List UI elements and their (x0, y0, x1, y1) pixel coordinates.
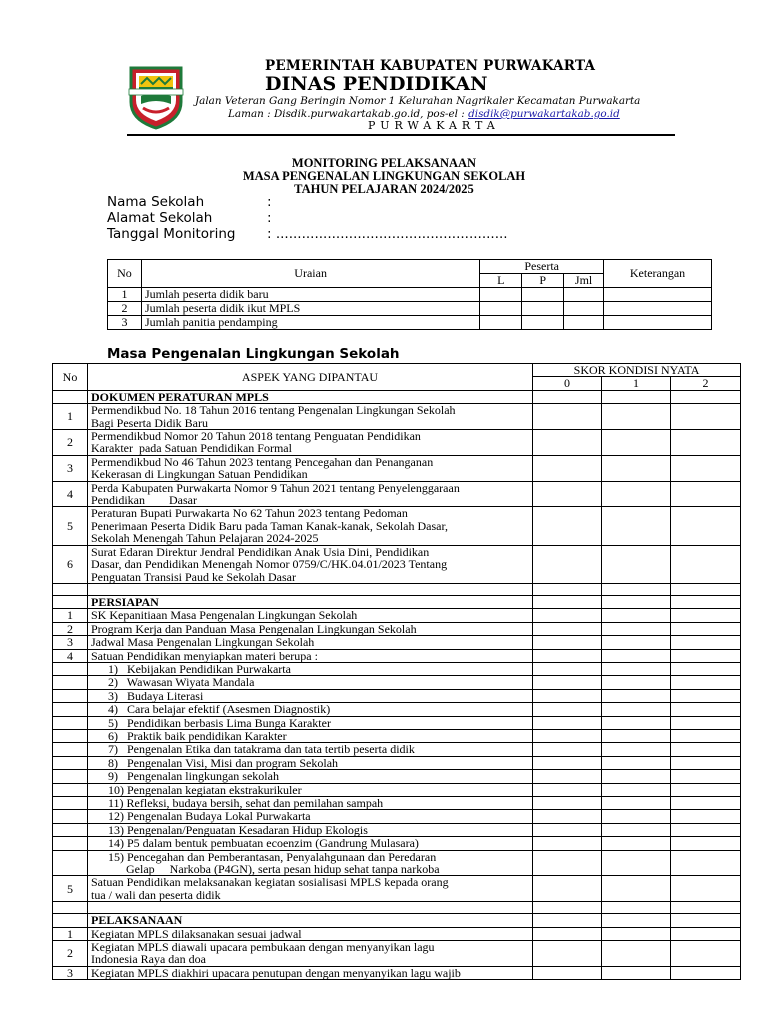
score-2-cell[interactable] (671, 455, 741, 481)
empty-cell (53, 756, 88, 769)
score-1-cell[interactable] (602, 823, 671, 836)
score-1-cell[interactable] (602, 609, 671, 622)
list-item (53, 756, 741, 769)
header-l: L (480, 274, 522, 288)
empty-cell (53, 914, 88, 927)
score-0-cell[interactable] (533, 636, 602, 649)
school-name-field (107, 194, 272, 210)
header-jml: Jml (564, 274, 604, 288)
row-no: 2 (108, 302, 142, 316)
table-row (53, 481, 741, 507)
list-item (53, 716, 741, 729)
letterhead-email-link[interactable]: disdik@purwakartakab.go.id (468, 108, 620, 120)
table-header-row (108, 260, 712, 274)
empty-cell (53, 783, 88, 796)
score-1-cell[interactable] (602, 689, 671, 702)
cell-keterangan[interactable] (604, 316, 712, 330)
cell-jml[interactable] (564, 288, 604, 302)
table-row (53, 455, 741, 481)
list-item (53, 743, 741, 756)
cell-l[interactable] (480, 302, 522, 316)
list-item (53, 783, 741, 796)
empty-cell (88, 583, 533, 595)
score-1-cell[interactable] (602, 636, 671, 649)
empty-cell (53, 810, 88, 823)
row-no: 4 (53, 481, 88, 507)
row-no: 6 (53, 545, 88, 583)
row-text-line: Gelap Narkoba (P4GN), serta pesan hidup sehat tanpa narkoba (108, 862, 440, 877)
row-text: SK Kepanitiaan Masa Pengenalan Lingkungan Sekolah (88, 609, 533, 622)
score-1-cell[interactable] (602, 783, 671, 796)
cell-p[interactable] (522, 288, 564, 302)
empty-cell (53, 595, 88, 608)
score-1-cell[interactable] (602, 850, 671, 876)
section-title-persiapan: PERSIAPAN (88, 595, 533, 608)
section-heading: Masa Pengenalan Lingkungan Sekolah (107, 346, 400, 362)
table-row (53, 927, 741, 940)
score-1-cell[interactable] (602, 545, 671, 583)
row-text-line: Dasar, dan Pendidikan Menengah Nomor 0759/C/HK.04.01/2023 Tentang (91, 557, 448, 572)
empty-cell (88, 902, 533, 914)
section-title-pelaksanaan: PELAKSANAAN (88, 914, 533, 927)
score-1-cell[interactable] (602, 837, 671, 850)
score-0-cell[interactable] (533, 876, 602, 902)
row-no: 1 (53, 609, 88, 622)
score-0-cell[interactable] (533, 729, 602, 742)
row-text (88, 507, 533, 545)
score-2-cell[interactable] (671, 770, 741, 783)
list-item (53, 837, 741, 850)
empty-cell (671, 390, 741, 403)
row-text (88, 430, 533, 456)
list-item (53, 662, 741, 675)
score-2-cell[interactable] (671, 609, 741, 622)
school-name-label: Nama Sekolah (107, 194, 205, 210)
score-0-cell[interactable] (533, 756, 602, 769)
header-score-0: 0 (533, 377, 602, 390)
materi-item (88, 850, 533, 876)
row-text-line: Karakter pada Satuan Pendidikan Formal (91, 441, 292, 456)
score-2-cell[interactable] (671, 927, 741, 940)
letterhead-office-name: DINAS PENDIDIKAN (265, 73, 488, 95)
document-title-line2: MASA PENGENALAN LINGKUNGAN SEKOLAH (242, 169, 526, 183)
row-text (88, 545, 533, 583)
score-0-cell[interactable] (533, 662, 602, 675)
row-text-line: Permendikbud No. 18 Tahun 2016 tentang Pengenalan Lingkungan Sekolah (91, 403, 456, 418)
section-row-pelaksanaan (53, 914, 741, 927)
table-row (53, 876, 741, 902)
score-0-cell[interactable] (533, 481, 602, 507)
score-1-cell[interactable] (602, 662, 671, 675)
list-item (53, 676, 741, 689)
list-item (53, 823, 741, 836)
score-1-cell[interactable] (602, 756, 671, 769)
monitoring-date-field (107, 226, 508, 242)
score-0-cell[interactable] (533, 927, 602, 940)
row-no: 1 (53, 404, 88, 430)
score-1-cell[interactable] (602, 703, 671, 716)
score-1-cell[interactable] (602, 876, 671, 902)
materi-item: 10) Pengenalan kegiatan ekstrakurikuler (88, 783, 533, 796)
row-text-line: Permendikbud Nomor 20 Tahun 2018 tentang Penguatan Pendidikan (91, 429, 421, 444)
materi-item: 1) Kebijakan Pendidikan Purwakarta (88, 662, 533, 675)
table-row (108, 316, 712, 330)
row-text: Satuan Pendidikan menyiapkan materi berupa : (88, 649, 533, 662)
cell-p[interactable] (522, 302, 564, 316)
score-0-cell[interactable] (533, 622, 602, 635)
empty-cell (533, 595, 602, 608)
score-2-cell[interactable] (671, 810, 741, 823)
table-row (53, 649, 741, 662)
score-1-cell[interactable] (602, 507, 671, 545)
list-item (53, 810, 741, 823)
row-text-line: 15) Pencegahan dan Pemberantasan, Penyalahgunaan dan Peredaran (108, 849, 437, 864)
empty-cell (602, 390, 671, 403)
list-item (53, 689, 741, 702)
letterhead-website: Laman : Disdik.purwakartakab.go.id, pos-el : (228, 108, 469, 120)
row-text-line: Kekerasan di Lingkungan Satuan Pendidikan (91, 467, 308, 482)
score-2-cell[interactable] (671, 729, 741, 742)
list-item (53, 770, 741, 783)
row-text-line: Bagi Peserta Didik Baru (91, 415, 208, 430)
row-text: Jumlah peserta didik ikut MPLS (141, 302, 479, 316)
score-0-cell[interactable] (533, 966, 602, 979)
row-text-line: Penerimaan Peserta Didik Baru pada Taman Kanak-kanak, Sekolah Dasar, (91, 518, 448, 533)
score-0-cell[interactable] (533, 770, 602, 783)
score-0-cell[interactable] (533, 430, 602, 456)
header-p: P (522, 274, 564, 288)
score-1-cell[interactable] (602, 729, 671, 742)
header-no: No (53, 364, 88, 391)
materi-item: 6) Praktik baik pendidikan Karakter (88, 729, 533, 742)
score-0-cell[interactable] (533, 507, 602, 545)
materi-item: 12) Pengenalan Budaya Lokal Purwakarta (88, 810, 533, 823)
row-no: 2 (53, 622, 88, 635)
score-1-cell[interactable] (602, 716, 671, 729)
row-text-line: Perda Kabupaten Purwakarta Nomor 9 Tahun 2021 tentang Penyelenggaraan (91, 480, 460, 495)
cell-p[interactable] (522, 316, 564, 330)
row-text: Jadwal Masa Pengenalan Lingkungan Sekolah (88, 636, 533, 649)
empty-cell (671, 902, 741, 914)
row-no: 5 (53, 507, 88, 545)
header-keterangan: Keterangan (604, 260, 712, 288)
row-text (88, 481, 533, 507)
empty-cell (53, 823, 88, 836)
empty-cell (53, 662, 88, 675)
score-0-cell[interactable] (533, 703, 602, 716)
score-2-cell[interactable] (671, 743, 741, 756)
cell-jml[interactable] (564, 316, 604, 330)
score-1-cell[interactable] (602, 404, 671, 430)
score-0-cell[interactable] (533, 649, 602, 662)
score-2-cell[interactable] (671, 545, 741, 583)
row-text: Jumlah panitia pendamping (141, 316, 479, 330)
empty-cell (53, 743, 88, 756)
score-1-cell[interactable] (602, 810, 671, 823)
row-text: Jumlah peserta didik baru (141, 288, 479, 302)
score-0-cell[interactable] (533, 823, 602, 836)
score-1-cell[interactable] (602, 455, 671, 481)
score-2-cell[interactable] (671, 966, 741, 979)
spacer-row (53, 902, 741, 914)
cell-keterangan[interactable] (604, 302, 712, 316)
score-2-cell[interactable] (671, 404, 741, 430)
score-2-cell[interactable] (671, 837, 741, 850)
cell-l[interactable] (480, 288, 522, 302)
score-2-cell[interactable] (671, 850, 741, 876)
score-0-cell[interactable] (533, 455, 602, 481)
school-address-label: Alamat Sekolah (107, 210, 213, 226)
score-2-cell[interactable] (671, 622, 741, 635)
materi-item: 2) Wawasan Wiyata Mandala (88, 676, 533, 689)
score-1-cell[interactable] (602, 941, 671, 967)
header-uraian: Uraian (141, 260, 479, 288)
table-row (53, 545, 741, 583)
score-1-cell[interactable] (602, 481, 671, 507)
row-text-line: Pendidikan Dasar (91, 493, 197, 508)
row-no: 2 (53, 430, 88, 456)
score-2-cell[interactable] (671, 507, 741, 545)
empty-cell (53, 390, 88, 403)
materi-item: 4) Cara belajar efektif (Asesmen Diagnostik) (88, 703, 533, 716)
section-row-dokumen (53, 390, 741, 403)
table-row (53, 507, 741, 545)
table-row (53, 941, 741, 967)
row-no: 3 (108, 316, 142, 330)
monitoring-date-label: Tanggal Monitoring (107, 226, 236, 242)
score-0-cell[interactable] (533, 689, 602, 702)
empty-cell (53, 850, 88, 876)
score-0-cell[interactable] (533, 609, 602, 622)
row-no: 5 (53, 876, 88, 902)
empty-cell (53, 797, 88, 810)
row-text-line: Satuan Pendidikan melaksanakan kegiatan sosialisasi MPLS kepada orang (91, 875, 449, 890)
empty-cell (671, 595, 741, 608)
empty-cell (53, 676, 88, 689)
empty-cell (53, 729, 88, 742)
score-1-cell[interactable] (602, 622, 671, 635)
empty-cell (602, 595, 671, 608)
materi-item: 13) Pengenalan/Penguatan Kesadaran Hidup Ekologis (88, 823, 533, 836)
table-row (53, 636, 741, 649)
empty-cell (602, 914, 671, 927)
row-text (88, 404, 533, 430)
header-score-1: 1 (602, 377, 671, 390)
score-2-cell[interactable] (671, 823, 741, 836)
row-text-line: Permendikbud No 46 Tahun 2023 tentang Pencegahan dan Penanganan (91, 454, 434, 469)
score-0-cell[interactable] (533, 743, 602, 756)
table-row (53, 622, 741, 635)
purwakarta-emblem-logo (127, 64, 185, 130)
score-2-cell[interactable] (671, 676, 741, 689)
school-name-colon: : (267, 194, 272, 210)
row-text (88, 455, 533, 481)
row-text: Kegiatan MPLS dilaksanakan sesuai jadwal (88, 927, 533, 940)
score-1-cell[interactable] (602, 966, 671, 979)
score-1-cell[interactable] (602, 649, 671, 662)
letterhead-address: Jalan Veteran Gang Beringin Nomor 1 Kelurahan Nagrikaler Kecamatan Purwakarta (195, 95, 641, 107)
monitoring-date-value: : ...................................................... (267, 226, 508, 242)
table-row (108, 288, 712, 302)
row-text-line: Indonesia Raya dan doa (91, 952, 206, 967)
row-no: 2 (53, 941, 88, 967)
score-2-cell[interactable] (671, 941, 741, 967)
header-skor: SKOR KONDISI NYATA (533, 364, 741, 377)
row-text-line: Penguatan Transisi Paud ke Sekolah Dasar (91, 569, 296, 584)
table-row (53, 609, 741, 622)
row-text-line: tua / wali dan peserta didik (91, 887, 221, 902)
school-address-field (107, 210, 272, 226)
score-1-cell[interactable] (602, 676, 671, 689)
empty-cell (533, 390, 602, 403)
row-no: 3 (53, 966, 88, 979)
row-no: 1 (53, 927, 88, 940)
materi-item: 7) Pengenalan Etika dan tatakrama dan tata tertib peserta didik (88, 743, 533, 756)
cell-l[interactable] (480, 316, 522, 330)
letterhead-divider (127, 134, 675, 136)
score-2-cell[interactable] (671, 756, 741, 769)
table-row (53, 966, 741, 979)
score-2-cell[interactable] (671, 649, 741, 662)
score-1-cell[interactable] (602, 927, 671, 940)
row-no: 3 (53, 636, 88, 649)
header-peserta: Peserta (480, 260, 604, 274)
score-2-cell[interactable] (671, 716, 741, 729)
empty-cell (53, 583, 88, 595)
score-2-cell[interactable] (671, 430, 741, 456)
score-2-cell[interactable] (671, 783, 741, 796)
score-2-cell[interactable] (671, 662, 741, 675)
empty-cell (53, 837, 88, 850)
row-text-line: Kegiatan MPLS diawali upacara pembukaan dengan menyanyikan lagu (91, 940, 435, 955)
row-text (88, 941, 533, 967)
row-text-line: Peraturan Bupati Purwakarta No 62 Tahun 2023 tentang Pedoman (91, 506, 408, 521)
row-text-line: Sekolah Menengah Tahun Pelajaran 2024-2025 (91, 531, 319, 546)
score-2-cell[interactable] (671, 481, 741, 507)
aspect-monitoring-table (52, 363, 741, 980)
list-item (53, 729, 741, 742)
header-score-2: 2 (671, 377, 741, 390)
empty-cell (602, 902, 671, 914)
header-aspek: ASPEK YANG DIPANTAU (88, 364, 533, 391)
score-1-cell[interactable] (602, 797, 671, 810)
table-header-row (53, 364, 741, 377)
empty-cell (602, 583, 671, 595)
empty-cell (671, 583, 741, 595)
score-0-cell[interactable] (533, 850, 602, 876)
row-text: Program Kerja dan Panduan Masa Pengenalan Lingkungan Sekolah (88, 622, 533, 635)
empty-cell (53, 770, 88, 783)
score-2-cell[interactable] (671, 636, 741, 649)
list-item (53, 797, 741, 810)
row-text: Kegiatan MPLS diakhiri upacara penutupan dengan menyanyikan lagu wajib (88, 966, 533, 979)
section-row-persiapan (53, 595, 741, 608)
header-no: No (108, 260, 142, 288)
letterhead-government-name: PEMERINTAH KABUPATEN PURWAKARTA (265, 58, 596, 74)
materi-item: 3) Budaya Literasi (88, 689, 533, 702)
score-0-cell[interactable] (533, 676, 602, 689)
materi-item: 9) Pengenalan lingkungan sekolah (88, 770, 533, 783)
list-item (53, 850, 741, 876)
score-0-cell[interactable] (533, 783, 602, 796)
score-2-cell[interactable] (671, 797, 741, 810)
empty-cell (53, 902, 88, 914)
list-item (53, 703, 741, 716)
score-1-cell[interactable] (602, 430, 671, 456)
table-row (53, 404, 741, 430)
row-text (88, 876, 533, 902)
spacer-row (53, 583, 741, 595)
empty-cell (671, 914, 741, 927)
score-2-cell[interactable] (671, 876, 741, 902)
score-0-cell[interactable] (533, 545, 602, 583)
document-title-line1: MONITORING PELAKSANAAN (291, 156, 477, 170)
score-0-cell[interactable] (533, 404, 602, 430)
materi-item: 14) P5 dalam bentuk pembuatan ecoenzim (Gandrung Mulasara) (88, 837, 533, 850)
section-title-dokumen: DOKUMEN PERATURAN MPLS (88, 390, 533, 403)
letterhead (0, 0, 768, 140)
row-no: 3 (53, 455, 88, 481)
school-address-colon: : (267, 210, 272, 226)
score-1-cell[interactable] (602, 743, 671, 756)
score-0-cell[interactable] (533, 837, 602, 850)
participants-table (107, 259, 712, 330)
materi-item: 11) Refleksi, budaya bersih, sehat dan pemilahan sampah (88, 797, 533, 810)
row-no: 1 (108, 288, 142, 302)
score-0-cell[interactable] (533, 810, 602, 823)
score-0-cell[interactable] (533, 716, 602, 729)
empty-cell (533, 902, 602, 914)
score-2-cell[interactable] (671, 689, 741, 702)
empty-cell (53, 716, 88, 729)
cell-keterangan[interactable] (604, 288, 712, 302)
table-row (108, 302, 712, 316)
empty-cell (533, 583, 602, 595)
table-row (53, 430, 741, 456)
document-title-line3: TAHUN PELAJARAN 2024/2025 (294, 182, 474, 196)
letterhead-city: PURWAKARTA (368, 119, 500, 132)
row-text-line: Surat Edaran Direktur Jendral Pendidikan Anak Usia Dini, Pendidikan (91, 544, 430, 559)
empty-cell (533, 914, 602, 927)
score-0-cell[interactable] (533, 941, 602, 967)
empty-cell (53, 703, 88, 716)
score-1-cell[interactable] (602, 770, 671, 783)
materi-item: 5) Pendidikan berbasis Lima Bunga Karakter (88, 716, 533, 729)
row-no: 4 (53, 649, 88, 662)
score-2-cell[interactable] (671, 703, 741, 716)
materi-item: 8) Pengenalan Visi, Misi dan program Sekolah (88, 756, 533, 769)
cell-jml[interactable] (564, 302, 604, 316)
empty-cell (53, 689, 88, 702)
score-0-cell[interactable] (533, 797, 602, 810)
